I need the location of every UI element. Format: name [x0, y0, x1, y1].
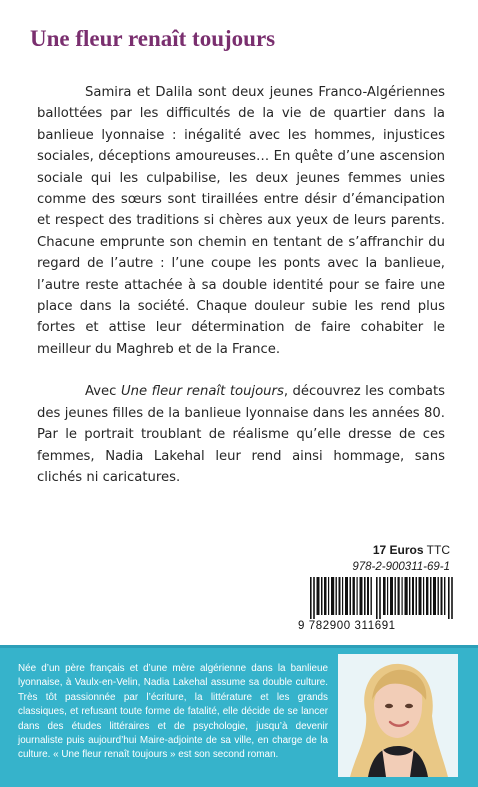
- synopsis: [37, 82, 445, 488]
- author-bio: Née d’un père français et d’une mère algérienne dans la banlieue lyonnaise, à Vaulx-en-Velin, Nadia Lakehal assume sa double culture. Très tôt passionnée par l’écriture, la littérature et les grands classiques, et refusant toute forme de fatalité, elle décide de se lancer dans des études littéraires et de psychologie, jusqu’à devenir journaliste puis aujourd’hui Maire-adjointe de sa ville, en charge de la culture. « Une fleur renaît toujours » est son second roman.: [18, 663, 328, 761]
- synopsis-paragraph-2: [37, 381, 445, 488]
- book-title: Une fleur renaît toujours: [30, 26, 276, 51]
- author-photo: [338, 654, 458, 777]
- author-portrait-image: [338, 654, 458, 777]
- price-label: [373, 543, 450, 557]
- isbn-number: 978-2-900311-69-1: [352, 561, 450, 573]
- paragraph-2-lead: Avec: [85, 384, 121, 400]
- price-amount: 17 Euros: [372, 543, 424, 557]
- paragraph-2-book-title: Une fleur renaît toujours: [120, 384, 284, 400]
- barcode-digits: 9 782900 311691: [298, 620, 396, 632]
- synopsis-paragraph-1: Samira et Dalila sont deux jeunes Franco-Algériennes ballottées par les difficultés de la vie de quartier dans la banlieue lyonnaise : inégalité avec les hommes, injustices sociales, déceptions amoureuses… En quête d’une ascension sociale qui les culpabilise, les deux jeunes femmes unies comme des sœurs sont tiraillées entre désir d’émancipation et respect des traditions si chères aux yeux de leurs parents. Chacune emprunte son chemin en tentant de s’affranchir du regard de l’autre : l’une coupe les ponts avec la banlieue, l’autre reste attachée à sa double identité pour se faire une place dans la société. Chaque douleur subie les rend plus fortes et attise leur détermination de faire cohabiter le meilleur du Maghreb et de la France.: [37, 85, 445, 357]
- paragraph-2-rest: , découvrez les combats des jeunes filles de la banlieue lyonnaise dans les années 80. Par le portrait troublant de réalisme qu’elle dresse de ces femmes, Nadia Lakehal leur rend ainsi hommage, sans clichés ni caricatures.: [37, 384, 445, 485]
- barcode-icon: [310, 577, 453, 619]
- price-tax-suffix: TTC: [423, 543, 450, 557]
